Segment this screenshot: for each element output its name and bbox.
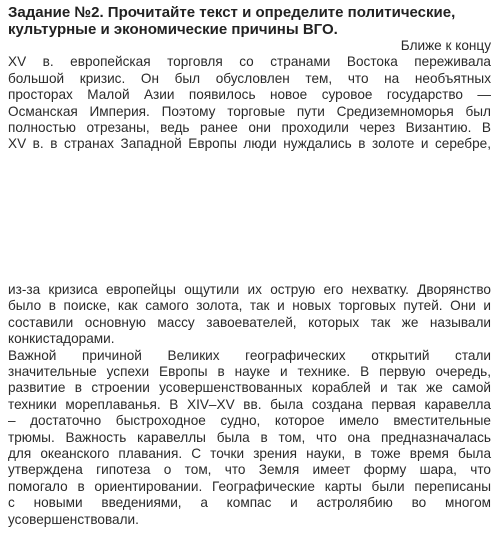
text-line: полностью отрезаны, ведь ранее они проходили через Византию. В: [8, 120, 491, 136]
text-line: Османская Империя. Поэтому торговые пути Средиземноморья был: [8, 103, 491, 119]
text-line: большой кризис. Он был обусловлен тем, что на необъятных: [8, 70, 491, 86]
text-line: помогало в ориентировании. Географические карты были переписаны: [8, 478, 491, 494]
text-top-paragraph: [8, 54, 491, 152]
text-line: просторах Малой Азии появилось новое суровое государство —: [8, 87, 491, 103]
task-title-line-2: культурные и экономические причины ВГО.: [8, 21, 338, 38]
text-line: для океанского плавания. С точки зрения науки, в тоже время была: [8, 446, 491, 462]
text-line: трюмы. Важность каравеллы была в том, что она предназначалась: [8, 429, 491, 445]
text-line: развитие в строении усовершенствованных кораблей и так же самой: [8, 380, 491, 396]
text-line: XV в. в странах Западной Европы люди нуждались в золоте и серебре,: [8, 136, 491, 152]
task-title-line-1: Задание №2. Прочитайте текст и определите политические,: [8, 4, 456, 21]
top-section: [8, 4, 491, 153]
text-line: утверждена гипотеза о том, что Земля имеет форму шара, что: [8, 462, 491, 478]
text-line: из-за кризиса европейцы ощутили их острую его нехватку. Дворянство: [8, 282, 491, 297]
text-line: составили основную массу завоевателей, которых так же называли: [8, 314, 491, 330]
text-line: XV в. европейская торговля со странами Востока переживала: [8, 54, 491, 70]
text-lead: Ближе к концу: [400, 38, 491, 53]
task-title: [8, 4, 491, 38]
text-line: с новыми введениями, а компас и астролябию во многом: [8, 495, 491, 511]
bottom-section: [8, 282, 491, 528]
text-line: – достаточно быстроходное судно, которое имело вместительные: [8, 413, 491, 429]
text-line: техники мореплаванья. В XIV–XV вв. была создана первая каравелла: [8, 396, 491, 412]
text-line: усовершенствовали.: [8, 511, 139, 527]
text-line: Важной причиной Великих географических открытий стали: [8, 347, 491, 363]
text-line: было в поиске, как самого золота, так и новых торговых путей. Они и: [8, 298, 491, 314]
text-line: конкистадорами.: [8, 331, 115, 347]
text-line: значительные успехи Европы в науке и технике. В первую очередь,: [8, 364, 491, 380]
text-bottom-paragraph: [8, 282, 491, 528]
